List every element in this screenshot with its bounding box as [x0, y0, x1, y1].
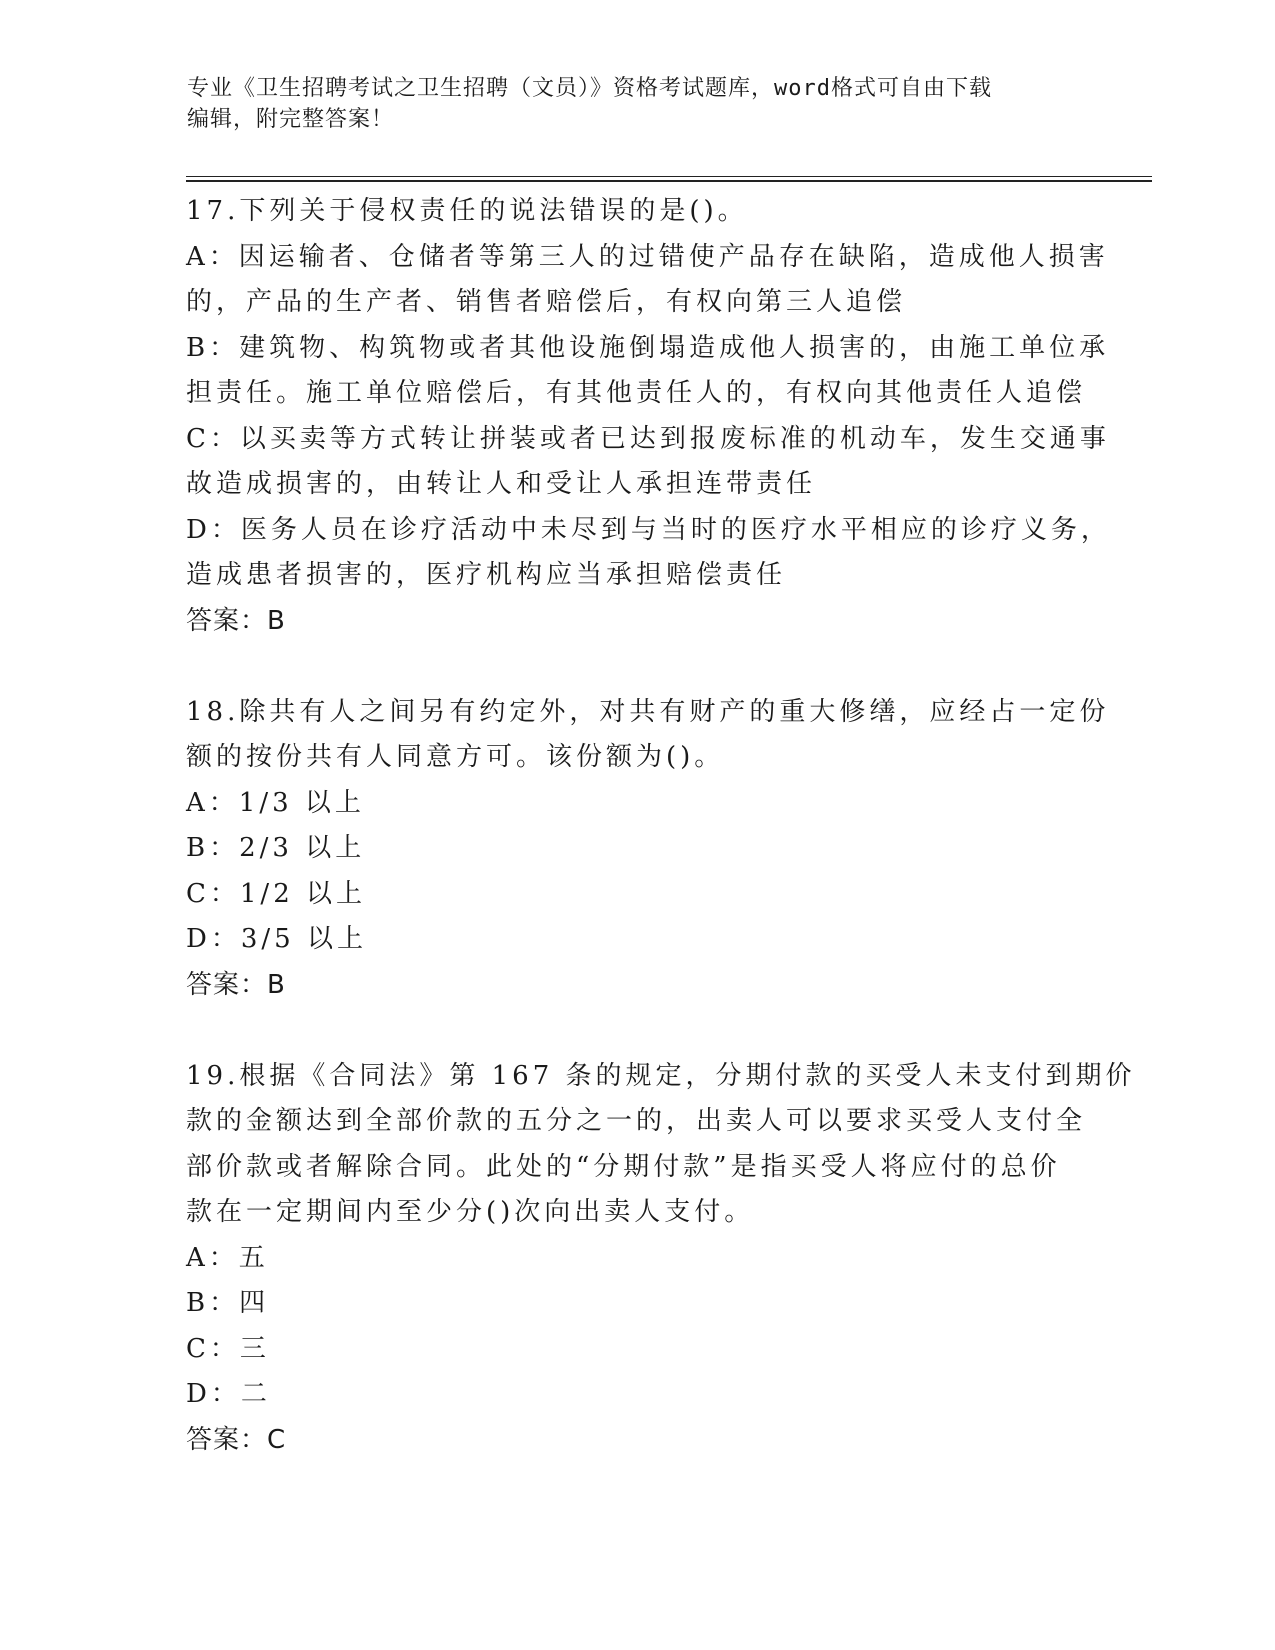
option-line: 的，产品的生产者、销售者赔偿后，有权向第三人追偿 — [186, 287, 907, 317]
answer-line: 答案：B — [186, 969, 286, 1000]
option-line: 造成患者损害的，医疗机构应当承担赔偿责任 — [186, 560, 787, 590]
header-line-2: 编辑，附完整答案！ — [187, 107, 395, 132]
question-list — [186, 189, 1136, 1463]
question-19 — [186, 1054, 1136, 1464]
option-line: D：3/5 以上 — [186, 924, 367, 954]
question-17 — [186, 189, 1111, 644]
answer-line: 答案：B — [186, 605, 286, 636]
option-line: B：2/3 以上 — [186, 833, 366, 863]
question-stem-line: 18.除共有人之间另有约定外，对共有财产的重大修缮，应经占一定份 — [186, 696, 1110, 727]
answer-line: 答案：C — [186, 1424, 287, 1455]
question-stem-line: 款在一定期间内至少分()次向出卖人支付。 — [186, 1197, 755, 1227]
document-header — [187, 73, 1087, 135]
option-line: C：以买卖等方式转让拼装或者已达到报废标准的机动车，发生交通事 — [186, 423, 1110, 454]
option-line: B：建筑物、构筑物或者其他设施倒塌造成他人损害的，由施工单位承 — [186, 332, 1110, 363]
question-stem-line: 部价款或者解除合同。此处的“分期付款”是指买受人将应付的总价 — [186, 1151, 1061, 1182]
option-line: A：1/3 以上 — [186, 787, 365, 818]
question-stem-line: 款的金额达到全部价款的五分之一的，出卖人可以要求买受人支付全 — [186, 1106, 1087, 1136]
option-line: C：三 — [186, 1333, 270, 1364]
option-line: A：因运输者、仓储者等第三人的过错使产品存在缺陷，造成他人损害 — [186, 241, 1109, 272]
header-divider-thick — [186, 180, 1152, 182]
question-stem-line: 19.根据《合同法》第 167 条的规定，分期付款的买受人未支付到期价 — [186, 1060, 1136, 1091]
option-line: A：五 — [186, 1242, 269, 1273]
question-stem-line: 17.下列关于侵权责任的说法错误的是()。 — [186, 196, 748, 226]
spacer — [186, 1008, 1076, 1054]
spacer — [186, 644, 1076, 690]
option-line: D：医务人员在诊疗活动中未尽到与当时的医疗水平相应的诊疗义务， — [186, 514, 1111, 545]
option-line: B：四 — [186, 1288, 270, 1318]
question-18 — [186, 690, 1110, 1009]
option-line: 故造成损害的，由转让人和受让人承担连带责任 — [186, 469, 817, 499]
option-line: C：1/2 以上 — [186, 878, 367, 909]
header-line-1: 专业《卫生招聘考试之卫生招聘（文员）》资格考试题库，word格式可自由下载 — [187, 76, 992, 101]
option-line: D：二 — [186, 1379, 271, 1409]
option-line: 担责任。施工单位赔偿后，有其他责任人的，有权向其他责任人追偿 — [186, 378, 1087, 408]
question-stem-line: 额的按份共有人同意方可。该份额为()。 — [186, 742, 725, 772]
header-divider-thin — [186, 176, 1152, 177]
